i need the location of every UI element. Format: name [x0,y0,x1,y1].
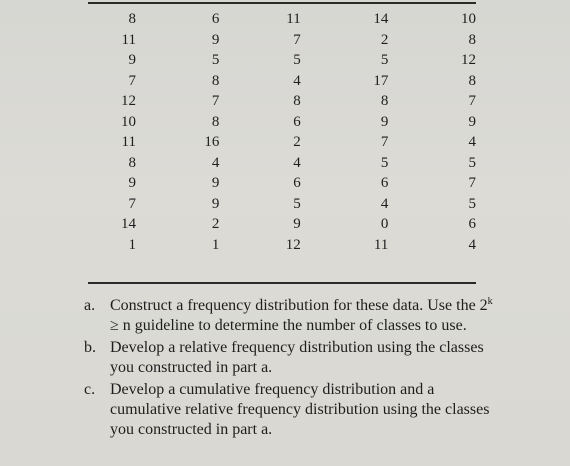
table-cell: 7 [128,195,136,212]
table-cell: 2 [211,216,220,232]
table-cell: 7 [211,93,220,109]
table-cell: 8 [211,113,220,130]
question-a [84,296,504,336]
table-cell: 11 [286,11,301,27]
question-b [84,338,504,378]
table-cell: 4 [293,154,301,171]
table-cell: 5 [468,195,476,212]
table-cell: 7 [468,93,476,109]
table-cell: 1 [128,236,136,253]
table-cell: 5 [211,52,220,68]
table-cell: 9 [211,195,220,212]
table-cell: 8 [380,93,389,109]
table-cell: 4 [211,154,220,171]
question-a-text-end: ≥ n guideline to determine the number of classes to use. [110,317,467,334]
table-cell: 7 [128,72,136,89]
table-top-rule [88,2,476,4]
table-row [88,173,476,194]
table-cell: 9 [128,52,136,68]
table-row [88,214,476,235]
table-row [88,132,476,153]
table-cell: 12 [285,236,301,253]
table-cell: 9 [211,31,220,48]
table-row [88,112,476,133]
table-cell: 8 [128,11,136,27]
table-cell: 11 [373,236,389,253]
exercise-questions [84,296,504,442]
table-cell: 5 [468,154,476,171]
table-cell: 4 [468,134,476,150]
table-cell: 4 [293,72,301,89]
table-cell: 5 [380,52,389,68]
table-cell: 8 [468,31,476,48]
data-table [88,9,476,255]
question-b-letter: b. [84,339,96,356]
table-cell: 7 [468,175,476,191]
table-cell: 9 [380,113,389,130]
table-cell: 9 [468,113,476,130]
question-a-superscript: k [487,296,493,307]
table-cell: 17 [373,72,389,89]
table-cell: 5 [380,154,389,171]
table-cell: 10 [120,113,136,130]
table-cell: 7 [380,134,389,150]
table-cell: 6 [293,113,301,130]
question-a-text-start: Construct a frequency distribution for these data. Use the 2 [110,297,488,314]
table-row [88,9,476,30]
question-c-text: Develop a cumulative frequency distribution and a cumulative relative frequency distribution using the classes you constructed in part a. [110,381,490,438]
table-cell: 8 [293,93,301,109]
table-row [88,30,476,51]
table-cell: 9 [128,175,136,191]
table-cell: 10 [461,11,476,27]
table-cell: 4 [468,236,476,253]
table-cell: 2 [293,134,301,150]
question-c [84,380,504,440]
table-cell: 11 [121,31,136,48]
question-a-letter: a. [84,297,96,314]
table-cell: 4 [380,195,389,212]
table-cell: 5 [293,52,301,68]
table-cell: 14 [120,216,136,232]
table-cell: 6 [468,216,476,232]
table-cell: 1 [211,236,220,253]
table-cell: 12 [120,93,136,109]
table-cell: 6 [293,175,301,191]
question-c-letter: c. [84,381,96,398]
table-row [88,153,476,174]
table-row [88,235,476,256]
table-bottom-rule [88,282,476,284]
table-cell: 9 [211,175,220,191]
table-cell: 8 [128,154,136,171]
question-b-text: Develop a relative frequency distribution using the classes you constructed in part a. [110,339,484,376]
table-cell: 7 [293,31,301,48]
table-cell: 6 [380,175,389,191]
table-cell: 16 [204,134,220,150]
table-cell: 9 [293,216,301,232]
table-cell: 5 [293,195,301,212]
table-cell: 14 [373,11,389,27]
table-row [88,194,476,215]
table-row [88,71,476,92]
table-row [88,91,476,112]
data-table-body [88,9,476,255]
table-cell: 0 [380,216,389,232]
table-cell: 12 [461,52,476,68]
table-row [88,50,476,71]
table-cell: 2 [380,31,389,48]
table-cell: 8 [211,72,220,89]
table-cell: 6 [211,11,220,27]
table-cell: 8 [468,72,476,89]
table-cell: 11 [121,134,136,150]
